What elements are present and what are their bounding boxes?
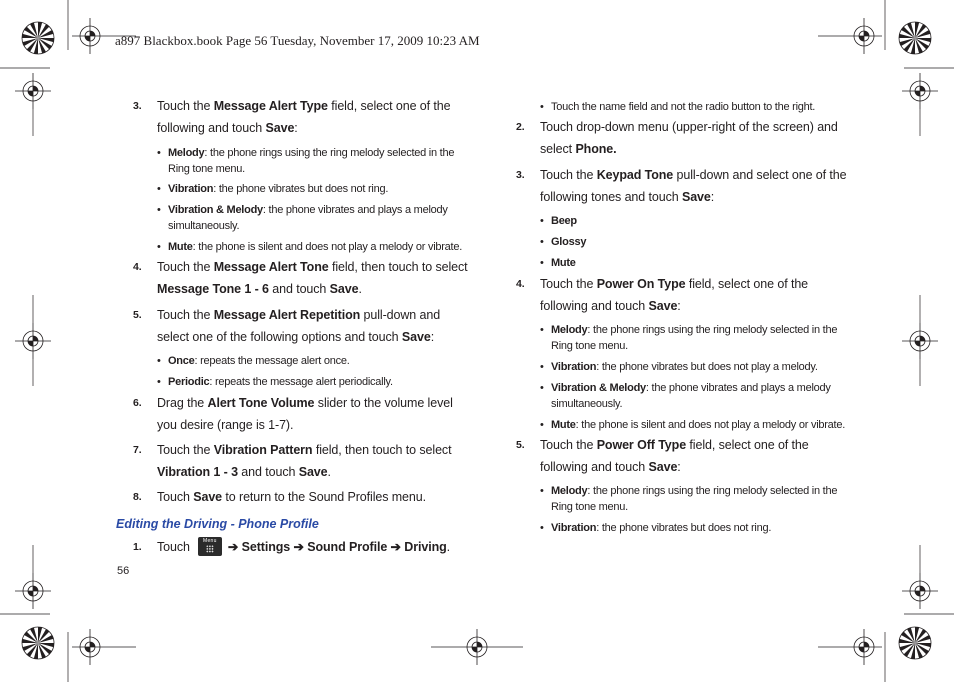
step-text: : [294,120,298,135]
step-text: field, then touch to select [328,260,468,274]
step-text: and touch [237,464,299,479]
step-text: : the phone rings using the ring melody selected in the Ring tone menu. [168,147,455,175]
step-number: 2. [516,121,525,133]
step-text: : the phone vibrates and plays a melody simultaneously. [168,204,448,232]
bullet-icon: • [157,183,161,195]
bold-term: Power On Type [596,277,686,291]
step-text: : the phone vibrates but does not ring. [213,183,389,195]
step-1-menu-path: 1. Touch Menu ➔ Settings ➔ Sound Profile ➔ Driving. [133,537,473,559]
step-number: 1. [133,541,142,553]
bold-term: Save [648,459,678,474]
step-text: . [327,464,331,479]
step-text: Touch the [540,277,597,291]
bullet-icon: • [540,382,544,394]
step-text: slider to the volume level you desire (range is 1-7). [157,396,453,432]
bullet-icon: • [540,101,544,113]
bold-term: Message Alert Repetition [213,308,361,322]
bold-term: Save [329,281,359,296]
step-text: Touch the [157,308,214,322]
bold-term: Save [193,490,223,504]
step-number: 6. [133,397,142,409]
bold-term: Vibration [168,183,214,195]
page-number: 56 [117,565,130,577]
bullet-icon: • [540,419,544,431]
step-number: 8. [133,491,142,503]
step-text: Drag the [157,396,208,410]
bold-term: Keypad Tone [596,168,674,182]
step-text: : repeats the message alert periodically. [209,376,393,388]
step-text: field, then touch to select [312,443,452,457]
menu-key-icon: Menu [198,537,222,556]
bold-term: Mute [168,241,193,253]
bullet-icon: • [157,147,161,159]
step-text: Touch the [540,168,597,182]
step-number: 4. [133,261,142,273]
bold-term: Save [648,298,678,313]
bullet-icon: • [540,522,544,534]
step-text: and touch [268,281,330,296]
bold-term: Mute [551,257,576,269]
section-subheading: Editing the Driving - Phone Profile [116,517,319,531]
bullet-icon: • [540,324,544,336]
bold-term: Vibration 1 - 3 [157,464,238,479]
bullet-icon: • [157,204,161,216]
step-text: . [358,281,362,296]
step-number: 4. [516,278,525,290]
bullet-icon: • [540,257,544,269]
bold-term: Save [298,464,328,479]
bold-term: Vibration & Melody [551,382,646,394]
bold-term: Melody [551,324,588,336]
step-text: : [677,298,681,313]
print-header: a897 Blackbox.book Page 56 Tuesday, November 17, 2009 10:23 AM [115,33,480,48]
step-text: : [430,329,435,344]
menu-path: ➔ Settings ➔ Sound Profile ➔ Driving [227,540,447,554]
step-text: : the phone is silent and does not play a melody or vibrate. [192,241,463,253]
bullet-icon: • [540,361,544,373]
bold-term: Message Alert Tone [213,260,329,274]
bullet-icon: • [157,241,161,253]
step-text: : the phone is silent and does not play a melody or vibrate. [575,419,846,431]
bold-term: Once [168,355,195,367]
step-text: Touch [157,490,194,504]
bold-term: Vibration [551,361,597,373]
bold-term: Save [265,120,295,135]
step-text: field, select one of the following and touch [157,99,451,135]
step-text: : the phone rings using the ring melody selected in the Ring tone menu. [551,485,838,513]
bold-term: Beep [551,215,577,227]
step-text: Touch the [540,438,597,452]
step-text: to return to the Sound Profiles menu. [222,490,426,504]
bold-term: Periodic [168,376,210,388]
step-number: 5. [516,439,525,451]
step-text: : the phone vibrates and plays a melody simultaneously. [551,382,831,410]
bold-term: Melody [551,485,588,497]
step-text: : repeats the message alert once. [194,355,350,367]
bold-term: Vibration [551,522,597,534]
bold-term: Melody [168,147,205,159]
bold-term: Message Tone 1 - 6 [157,281,269,296]
step-text: pull-down and select one of the following options and touch [157,308,441,344]
step-text: Touch the [157,443,214,457]
bold-term: Message Alert Type [213,99,328,113]
step-text: : the phone vibrates but does not ring. [596,522,772,534]
bold-term: Vibration & Melody [168,204,263,216]
step-text: : the phone rings using the ring melody selected in the Ring tone menu. [551,324,838,352]
step-number: 3. [133,100,142,112]
bold-term: Phone. [575,141,617,156]
bullet-icon: • [157,376,161,388]
bullet-icon: • [540,236,544,248]
bold-term: Vibration Pattern [213,443,313,457]
step-text: field, select one of the following and touch [540,277,809,313]
bold-term: Power Off Type [596,438,687,452]
step-text: : [677,459,681,474]
bullet-icon: • [157,355,161,367]
step-text: : [710,189,715,204]
bullet-icon: • [540,215,544,227]
step-text: Touch [157,540,190,554]
step-text: Touch the [157,260,214,274]
step-text: : the phone vibrates but does not play a melody. [596,361,818,373]
bold-term: Alert Tone Volume [207,396,315,410]
step-text: field, select one of the following and touch [540,438,809,474]
bold-term: Save [681,189,711,204]
step-number: 5. [133,309,142,321]
step-number: 7. [133,444,142,456]
step-number: 3. [516,169,525,181]
step-text: Touch the name field and not the radio button to the right. [551,101,816,113]
step-text: Touch the [157,99,214,113]
bold-term: Save [401,329,431,344]
bold-term: Mute [551,419,576,431]
step-text: pull-down and select one of the following tones and touch [540,168,847,204]
step-text: Touch drop-down menu (upper-right of the screen) and select [540,120,838,156]
bullet-icon: • [540,485,544,497]
bold-term: Glossy [551,236,587,248]
